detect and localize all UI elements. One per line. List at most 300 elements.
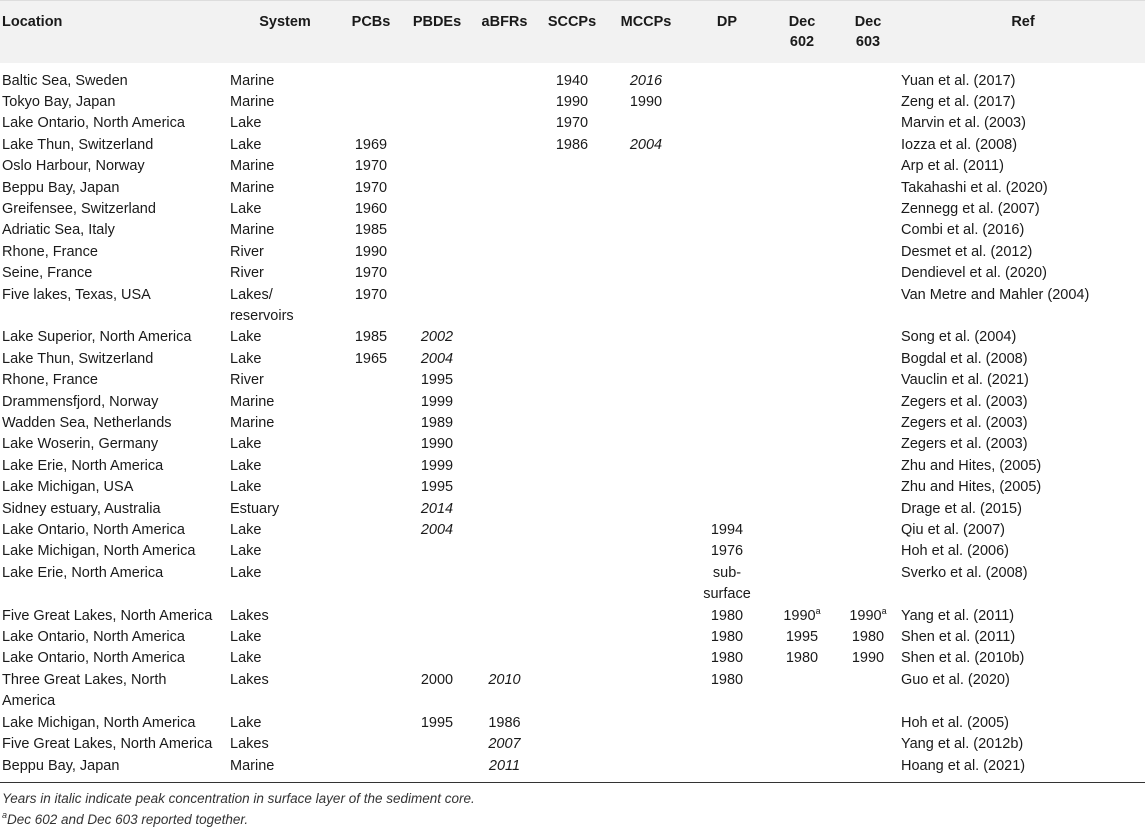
cell-text: Zennegg et al. (2007) [901, 200, 1040, 217]
cell-text: Marine [230, 757, 275, 774]
cell-text: 1986 [488, 714, 521, 731]
cell-text: Lake [230, 350, 262, 367]
cell-dec603 [835, 627, 901, 648]
cell-text: Rhone, France [2, 372, 98, 389]
cell-dec602 [769, 520, 835, 541]
table-row [0, 713, 1145, 734]
cell-sccps [537, 92, 607, 113]
header-dec603-line2: 603 [855, 34, 881, 50]
cell-dec603 [835, 713, 901, 734]
cell-mccps [607, 263, 685, 284]
cell-text: 2000 [420, 671, 454, 688]
cell-dec602 [769, 477, 835, 498]
cell-mccps [607, 113, 685, 134]
cell-dec603 [835, 285, 901, 328]
footnote-marker: a [815, 605, 821, 616]
cell-location [0, 413, 230, 434]
header-mccps: MCCPs [620, 14, 672, 30]
cell-system [230, 285, 340, 328]
cell-pbdes [402, 627, 472, 648]
table-footnotes [0, 783, 1145, 830]
cell-text: Wadden Sea, Netherlands [2, 415, 172, 431]
cell-text: 1970 [555, 115, 589, 132]
cell-text: 2002 [420, 329, 454, 346]
cell-location [0, 670, 230, 713]
cell-dec602 [769, 370, 835, 391]
cell-abfrs [472, 263, 537, 284]
cell-system [230, 648, 340, 669]
cell-pbdes [402, 734, 472, 755]
cell-text: Van Metre and Mahler (2004) [901, 286, 1090, 303]
cell-ref [901, 499, 1145, 520]
cell-text: Hoh et al. (2005) [901, 714, 1010, 731]
cell-text: Lake [230, 479, 262, 496]
cell-abfrs [472, 670, 537, 713]
cell-text: 1980 [710, 671, 744, 688]
cell-dec603 [835, 563, 901, 606]
cell-text: Marine [230, 393, 275, 410]
cell-dp [685, 756, 769, 782]
cell-text: Lakes/ reservoirs [230, 286, 294, 324]
cell-pcbs [340, 220, 402, 241]
cell-abfrs [472, 648, 537, 669]
cell-text: Zegers et al. (2003) [901, 393, 1028, 410]
cell-location [0, 392, 230, 413]
cell-text: Marine [230, 415, 275, 431]
cell-text: Marine [230, 72, 275, 89]
cell-pbdes [402, 156, 472, 177]
cell-location [0, 627, 230, 648]
cell-dp [685, 178, 769, 199]
cell-location [0, 113, 230, 134]
cell-mccps [607, 220, 685, 241]
cell-ref [901, 413, 1145, 434]
cell-text: Lake Thun, Switzerland [2, 350, 154, 367]
cell-dec602 [769, 541, 835, 562]
cell-mccps [607, 285, 685, 328]
cell-text: Lake [230, 200, 262, 217]
cell-abfrs [472, 220, 537, 241]
cell-abfrs [472, 606, 537, 627]
cell-sccps [537, 242, 607, 263]
cell-text: Vauclin et al. (2021) [901, 372, 1029, 389]
cell-text: sub- surface [703, 564, 751, 603]
cell-location [0, 178, 230, 199]
cell-dp [685, 627, 769, 648]
cell-text: 2011 [488, 757, 521, 774]
cell-abfrs [472, 178, 537, 199]
table-row [0, 648, 1145, 669]
cell-system [230, 563, 340, 606]
cell-text: Lake [230, 436, 262, 453]
cell-location [0, 648, 230, 669]
cell-text: Rhone, France [2, 243, 98, 260]
cell-text: Tokyo Bay, Japan [2, 93, 116, 110]
cell-location [0, 156, 230, 177]
cell-text: 1960 [354, 200, 388, 217]
cell-system [230, 263, 340, 284]
cell-text: 1970 [354, 158, 388, 175]
cell-text: 1995 [420, 714, 454, 731]
cell-text: Sidney estuary, Australia [2, 500, 161, 517]
cell-system [230, 199, 340, 220]
cell-ref [901, 349, 1145, 370]
cell-dec603 [835, 392, 901, 413]
cell-text: 1980 [785, 650, 819, 667]
cell-pbdes [402, 63, 472, 92]
cell-dp [685, 92, 769, 113]
cell-pbdes [402, 327, 472, 348]
cell-ref [901, 242, 1145, 263]
header-system: System [259, 14, 311, 30]
cell-text: Lakes [230, 736, 269, 753]
cell-ref [901, 135, 1145, 156]
cell-text: 1976 [710, 543, 744, 560]
cell-pcbs [340, 349, 402, 370]
cell-sccps [537, 413, 607, 434]
cell-text: Zegers et al. (2003) [901, 415, 1028, 431]
cell-text: 1980 [710, 650, 744, 667]
cell-mccps [607, 456, 685, 477]
cell-text: 1986 [555, 136, 589, 153]
header-dec602 [769, 1, 835, 63]
footnote-dec-text: Dec 602 and Dec 603 reported together. [7, 811, 249, 827]
table-row [0, 242, 1145, 263]
cell-text: Lake [230, 522, 262, 539]
cell-text: Takahashi et al. (2020) [901, 179, 1048, 196]
cell-pbdes [402, 285, 472, 328]
cell-mccps [607, 563, 685, 606]
cell-pcbs [340, 263, 402, 284]
cell-text: Lake [230, 543, 262, 560]
cell-pbdes [402, 242, 472, 263]
table-row [0, 220, 1145, 241]
cell-system [230, 606, 340, 627]
cell-dec603 [835, 327, 901, 348]
cell-text: Zhu and Hites, (2005) [901, 457, 1042, 474]
cell-sccps [537, 285, 607, 328]
table-row [0, 156, 1145, 177]
cell-ref [901, 199, 1145, 220]
cell-dec602 [769, 392, 835, 413]
cell-text: Baltic Sea, Sweden [2, 72, 128, 89]
table-row [0, 135, 1145, 156]
table-row [0, 349, 1145, 370]
cell-dec602 [769, 349, 835, 370]
cell-pbdes [402, 713, 472, 734]
cell-abfrs [472, 92, 537, 113]
cell-dp [685, 156, 769, 177]
cell-mccps [607, 135, 685, 156]
cell-pbdes [402, 199, 472, 220]
cell-mccps [607, 327, 685, 348]
cell-mccps [607, 670, 685, 713]
cell-dec602 [769, 285, 835, 328]
cell-sccps [537, 135, 607, 156]
cell-sccps [537, 563, 607, 606]
cell-location [0, 242, 230, 263]
header-pcbs: PCBs [351, 14, 391, 30]
cell-pcbs [340, 713, 402, 734]
cell-pcbs [340, 434, 402, 455]
table-body [0, 63, 1145, 782]
cell-dp [685, 670, 769, 713]
cell-pcbs [340, 627, 402, 648]
cell-dp [685, 242, 769, 263]
cell-text: Lake Ontario, North America [2, 650, 185, 667]
cell-text: Iozza et al. (2008) [901, 136, 1018, 153]
cell-dp [685, 499, 769, 520]
cell-dp [685, 392, 769, 413]
cell-dec602 [769, 178, 835, 199]
cell-pbdes [402, 434, 472, 455]
cell-sccps [537, 734, 607, 755]
cell-location [0, 434, 230, 455]
cell-mccps [607, 413, 685, 434]
table-row [0, 285, 1145, 328]
cell-sccps [537, 199, 607, 220]
cell-text: 1970 [354, 265, 388, 282]
cell-abfrs [472, 327, 537, 348]
cell-text: Lake [230, 115, 262, 132]
cell-mccps [607, 349, 685, 370]
cell-text: Marvin et al. (2003) [901, 115, 1026, 132]
cell-text: Yang et al. (2012b) [901, 736, 1024, 753]
cell-dec603 [835, 541, 901, 562]
cell-abfrs [472, 242, 537, 263]
cell-text: Shen et al. (2010b) [901, 650, 1025, 667]
cell-location [0, 92, 230, 113]
cell-text: 1970 [354, 286, 388, 303]
cell-dec602 [769, 563, 835, 606]
cell-ref [901, 606, 1145, 627]
cell-ref [901, 563, 1145, 606]
cell-pbdes [402, 477, 472, 498]
cell-system [230, 541, 340, 562]
cell-dec603 [835, 113, 901, 134]
cell-dec603 [835, 734, 901, 755]
cell-system [230, 92, 340, 113]
table-row [0, 477, 1145, 498]
cell-ref [901, 392, 1145, 413]
cell-sccps [537, 178, 607, 199]
cell-text: Qiu et al. (2007) [901, 522, 1005, 539]
cell-dp [685, 456, 769, 477]
cell-text: 1985 [354, 222, 388, 239]
table-row [0, 63, 1145, 92]
cell-text: 1995 [420, 479, 454, 496]
cell-text: Lake Michigan, North America [2, 714, 196, 731]
cell-dp [685, 349, 769, 370]
cell-sccps [537, 756, 607, 782]
cell-ref [901, 113, 1145, 134]
cell-sccps [537, 370, 607, 391]
cell-dec603 [835, 349, 901, 370]
cell-pcbs [340, 370, 402, 391]
cell-mccps [607, 541, 685, 562]
cell-dec603 [835, 434, 901, 455]
cell-system [230, 349, 340, 370]
cell-pcbs [340, 113, 402, 134]
cell-sccps [537, 713, 607, 734]
header-pbdes: PBDEs [412, 14, 462, 30]
cell-dec603 [835, 756, 901, 782]
cell-pbdes [402, 670, 472, 713]
cell-text: Lake Erie, North America [2, 564, 164, 581]
cell-text: Lake Ontario, North America [2, 522, 185, 539]
cell-text: Marine [230, 158, 275, 175]
cell-system [230, 178, 340, 199]
table-row [0, 370, 1145, 391]
cell-text: 1990 [555, 93, 589, 110]
cell-sccps [537, 477, 607, 498]
cell-system [230, 499, 340, 520]
cell-mccps [607, 392, 685, 413]
cell-location [0, 541, 230, 562]
cell-pbdes [402, 520, 472, 541]
cell-ref [901, 456, 1145, 477]
cell-abfrs [472, 413, 537, 434]
cell-location [0, 477, 230, 498]
cell-ref [901, 627, 1145, 648]
cell-system [230, 713, 340, 734]
cell-text: 1980 [710, 629, 744, 646]
cell-text: 1999 [420, 457, 454, 474]
cell-dp [685, 477, 769, 498]
cell-ref [901, 370, 1145, 391]
cell-ref [901, 520, 1145, 541]
table-row [0, 627, 1145, 648]
cell-pcbs [340, 285, 402, 328]
cell-system [230, 434, 340, 455]
cell-dec603 [835, 199, 901, 220]
cell-pcbs [340, 63, 402, 92]
cell-abfrs [472, 477, 537, 498]
cell-text: Lake Ontario, North America [2, 629, 185, 646]
cell-pcbs [340, 756, 402, 782]
cell-dec603 [835, 263, 901, 284]
table-row [0, 670, 1145, 713]
cell-mccps [607, 370, 685, 391]
cell-pcbs [340, 734, 402, 755]
cell-dec602 [769, 713, 835, 734]
cell-text: Adriatic Sea, Italy [2, 222, 115, 239]
cell-pcbs [340, 563, 402, 606]
cell-dec603 [835, 156, 901, 177]
cell-mccps [607, 648, 685, 669]
cell-dec602 [769, 627, 835, 648]
cell-system [230, 627, 340, 648]
cell-ref [901, 63, 1145, 92]
cell-text: Lake Thun, Switzerland [2, 136, 154, 153]
cell-pbdes [402, 113, 472, 134]
cell-text: Lake [230, 136, 262, 153]
cell-text: Marine [230, 93, 275, 110]
cell-pbdes [402, 756, 472, 782]
cell-abfrs [472, 63, 537, 92]
cell-text: 2010 [488, 671, 521, 688]
cell-abfrs [472, 520, 537, 541]
cell-dp [685, 541, 769, 562]
cell-dec603 [835, 520, 901, 541]
table-row [0, 734, 1145, 755]
cell-text: Sverko et al. (2008) [901, 564, 1028, 581]
cell-text: 2004 [629, 136, 663, 153]
cell-text: 1989 [420, 415, 454, 431]
cell-text: Drammensfjord, Norway [2, 393, 159, 410]
cell-abfrs [472, 734, 537, 755]
cell-text: Lake Erie, North America [2, 457, 164, 474]
cell-text: Five Great Lakes, North America [2, 736, 213, 753]
cell-text: Estuary [230, 500, 280, 517]
cell-pcbs [340, 456, 402, 477]
cell-dec602 [769, 242, 835, 263]
cell-location [0, 499, 230, 520]
cell-abfrs [472, 541, 537, 562]
cell-text: 1980 [851, 629, 885, 646]
cell-dec603 [835, 456, 901, 477]
cell-text: River [230, 372, 264, 389]
cell-location [0, 135, 230, 156]
cell-ref [901, 434, 1145, 455]
cell-ref [901, 756, 1145, 782]
cell-text: Lakes [230, 607, 269, 624]
cell-text: 1940 [555, 72, 589, 89]
cell-text: Lake Woserin, Germany [2, 436, 159, 453]
cell-dec602 [769, 456, 835, 477]
cell-pbdes [402, 178, 472, 199]
cell-sccps [537, 263, 607, 284]
cell-dp [685, 199, 769, 220]
cell-text: Marine [230, 179, 275, 196]
cell-sccps [537, 220, 607, 241]
cell-sccps [537, 113, 607, 134]
table-row [0, 563, 1145, 606]
cell-pbdes [402, 563, 472, 606]
table-row [0, 541, 1145, 562]
cell-dec603 [835, 370, 901, 391]
cell-dec603 [835, 670, 901, 713]
cell-pbdes [402, 499, 472, 520]
cell-abfrs [472, 713, 537, 734]
cell-dp [685, 606, 769, 627]
cell-text: Guo et al. (2020) [901, 671, 1010, 688]
cell-abfrs [472, 563, 537, 606]
cell-pcbs [340, 477, 402, 498]
cell-pbdes [402, 263, 472, 284]
cell-location [0, 263, 230, 284]
cell-system [230, 63, 340, 92]
cell-abfrs [472, 156, 537, 177]
table-header [0, 1, 1145, 63]
table-row [0, 92, 1145, 113]
table-row [0, 263, 1145, 284]
cell-system [230, 756, 340, 782]
cell-location [0, 327, 230, 348]
cell-mccps [607, 606, 685, 627]
cell-text: 1970 [354, 179, 388, 196]
cell-location [0, 756, 230, 782]
cell-ref [901, 285, 1145, 328]
cell-text: 1990 [420, 436, 454, 453]
cell-pbdes [402, 135, 472, 156]
cell-text: Five Great Lakes, North America [2, 607, 213, 624]
cell-text: Song et al. (2004) [901, 329, 1017, 346]
cell-text: Lake [230, 329, 262, 346]
cell-text: 1990 [629, 93, 663, 110]
cell-text: 2007 [488, 736, 521, 753]
cell-text: Zeng et al. (2017) [901, 93, 1016, 110]
